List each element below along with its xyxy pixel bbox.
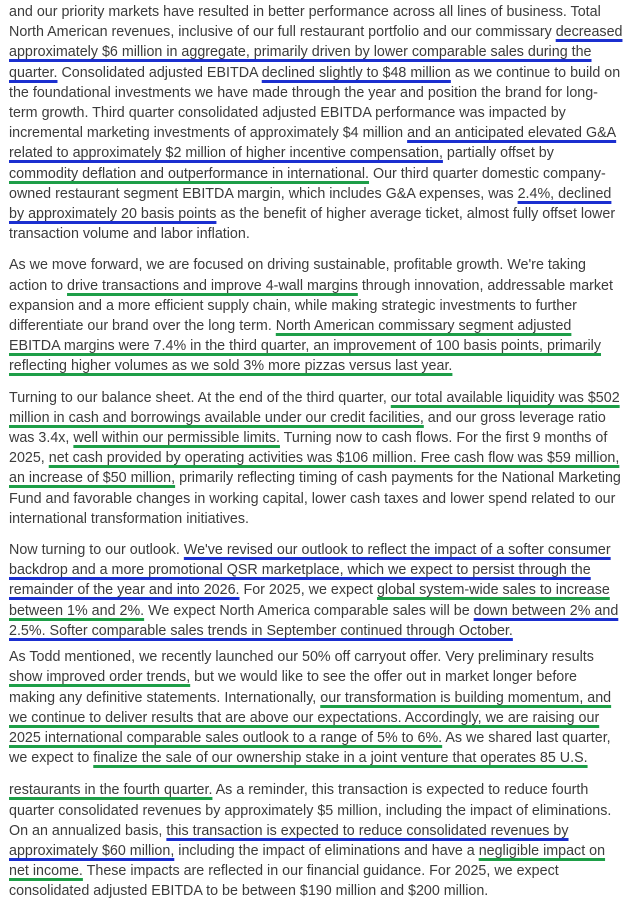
blue-underlined-highlight: 2.4%, declined by approximately 20 basis points [9, 185, 612, 223]
green-underlined-highlight: finalize the sale of our ownership stake in a joint venture that operates 85 U.S. [93, 750, 588, 767]
green-underlined-highlight: our transformation is building momentum, and we continue to deliver results that are above our expectations. Accordingly, we are raising our 2025 international comparable sales outlook to a range of 5% to 6%. [9, 689, 612, 746]
text-segment: as the benefit of higher average ticket, almost fully offset lower transaction volume and labor inflation. [9, 206, 616, 243]
green-underlined-highlight: global system-wide sales to increase between 1% and 2%. [9, 582, 610, 619]
blue-underlined-highlight: down between 2% and 2.5%. Softer comparable sales trends in September continued through October. [9, 602, 619, 639]
blue-underlined-highlight: this transaction is expected to reduce consolidated revenues by approximately $60 million, [9, 822, 569, 859]
green-underlined-highlight: negligible impact on net income. [9, 842, 606, 880]
blue-underlined-highlight: and an anticipated elevated G&A related to approximately $2 million of higher incentive compensation, [9, 125, 617, 162]
transcript-paragraph [9, 647, 625, 768]
transcript-document [9, 2, 625, 913]
green-underlined-highlight: North American commissary segment adjusted EBITDA margins were 7.4% in the third quarter, an improvement of 100 basis points, primarily reflecting higher volumes as we sold 3% more pizzas versus last year. [9, 318, 602, 375]
text-segment: including the impact of eliminations and have a [174, 842, 479, 859]
text-segment: but we would like to see the offer out in market longer before making any definitive statements. Internationally, [9, 669, 577, 706]
text-segment: Consolidated adjusted EBITDA [57, 64, 262, 81]
text-segment: We expect North America comparable sales will be [144, 602, 474, 619]
text-segment: as we continue to build on the foundational investments we have made through the year and position the brand for long-term growth. Third quarter consolidated adjusted EBITDA performance was impacted by incremental marketing investments of approximately $4 million [9, 64, 621, 142]
text-segment: primarily reflecting timing of cash payments for the National Marketing Fund and favorable changes in working capital, lower cash taxes and lower spend related to our international transformation initiatives. [9, 470, 621, 527]
green-underlined-highlight: commodity deflation and outperformance in international. [9, 165, 370, 182]
text-segment: Turning to our balance sheet. At the end of the third quarter, [9, 389, 391, 406]
green-underlined-highlight: drive transactions and improve 4-wall margins [67, 277, 358, 294]
green-underlined-highlight: well within our permissible limits. [73, 430, 280, 447]
blue-underlined-highlight: declined slightly to $48 million [261, 64, 451, 81]
green-underlined-highlight: show improved order trends, [9, 669, 191, 686]
transcript-paragraph [9, 2, 625, 244]
text-segment: Our third quarter domestic company-owned restaurant segment EBITDA margin, which includes G&A expenses, was [9, 165, 606, 202]
text-segment: Turning now to cash flows. For the first 9 months of 2025, [9, 430, 608, 467]
text-segment: and our priority markets have resulted in better performance across all lines of business. Total North American revenues, inclusive of our full restaurant portfolio and our commissary [9, 4, 601, 41]
text-segment: These impacts are reflected in our financial guidance. For 2025, we expect consolidated adjusted EBITDA to be between $190 million and $200 million. [9, 863, 559, 900]
text-segment: As we shared last quarter, we expect to [9, 729, 611, 767]
transcript-paragraph [9, 255, 625, 376]
blue-underlined-highlight: We've revised our outlook to reflect the impact of a softer consumer backdrop and a more promotional QSR marketplace, which we expect to persist through the remainder of the year and into 2026. [9, 542, 611, 599]
blue-underlined-highlight: decreased approximately $6 million in aggregate, primarily driven by lower comparable sales during the quarter. [9, 24, 623, 81]
text-segment: and our gross leverage ratio was 3.4x, [9, 409, 606, 447]
transcript-paragraph [9, 540, 625, 641]
text-segment: through innovation, addressable market expansion and a more efficient supply chain, while making strategic investments to further differentiate our brand over the long term. [9, 277, 613, 335]
green-underlined-highlight: our total available liquidity was $502 million in cash and borrowings available under our credit facilities, [9, 389, 620, 426]
transcript-paragraph [9, 780, 625, 901]
text-segment: partially offset by [442, 145, 554, 162]
green-underlined-highlight: net cash provided by operating activities was $106 million. Free cash flow was $59 million, an increase of $50 million, [9, 450, 620, 487]
green-underlined-highlight: restaurants in the fourth quarter. [9, 782, 213, 799]
text-segment: For 2025, we expect [239, 582, 377, 599]
text-segment: As a reminder, this transaction is expected to reduce fourth quarter consolidated revenues by approximately $5 million, including the impact of eliminations. On an annualized basis, [9, 782, 612, 839]
text-segment: As Todd mentioned, we recently launched our 50% off carryout offer. Very preliminary results [9, 649, 594, 666]
text-segment: Now turning to our outlook. [9, 542, 184, 559]
text-segment: As we move forward, we are focused on driving sustainable, profitable growth. We're taking action to [9, 257, 587, 294]
transcript-paragraph [9, 388, 625, 529]
